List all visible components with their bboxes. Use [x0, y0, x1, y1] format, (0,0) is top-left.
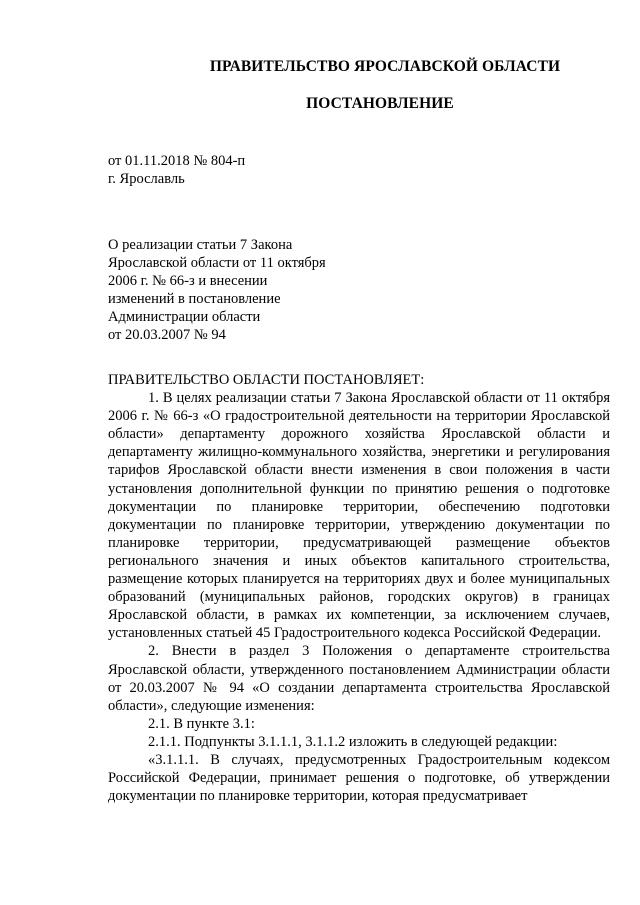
subject-line: О реализации статьи 7 Закона	[108, 237, 293, 253]
subject-line: от 20.03.2007 № 94	[108, 327, 226, 343]
city: г. Ярославль	[108, 171, 185, 187]
paragraph-2: 2. Внести в раздел 3 Положения о департаменте строительства Ярославской области, утвержденного постановлением Администрации области от 20.03.2007 № 94 «О создании департамента строительства Ярославской области», следующие изменения:	[108, 643, 610, 714]
subject-line: изменений в постановление	[108, 291, 281, 307]
paragraph-2-1-1: 2.1.1. Подпункты 3.1.1.1, 3.1.1.2 изложить в следующей редакции:	[148, 733, 558, 750]
subject-line: Администрации области	[108, 309, 261, 325]
paragraph-2-1: 2.1. В пункте 3.1:	[148, 715, 255, 732]
subject-line: Ярославской области от 11 октября	[108, 255, 326, 271]
decree-title: ПОСТАНОВЛЕНИЕ	[306, 95, 454, 112]
paragraph-quote: «3.1.1.1. В случаях, предусмотренных Градостроительным кодексом Российской Федерации, принимает решения о подготовке, об утверждении документации по планировке территории, которая предусматривает	[108, 751, 610, 805]
decree-body	[108, 371, 610, 805]
subject-line: 2006 г. № 66-з и внесении	[108, 273, 268, 289]
preamble: ПРАВИТЕЛЬСТВО ОБЛАСТИ ПОСТАНОВЛЯЕТ:	[108, 372, 425, 388]
date-number: от 01.11.2018 № 804-п	[108, 153, 246, 169]
government-title: ПРАВИТЕЛЬСТВО ЯРОСЛАВСКОЙ ОБЛАСТИ	[209, 58, 561, 75]
paragraph-1: 1. В целях реализации статьи 7 Закона Ярославской области от 11 октября 2006 г. № 66-з «О градостроительной деятельности на территории Ярославской области» департаменту дорожного хозяйства Ярославской области и департаменту жилищно-коммунального хозяйства, энергетики и регулирования тарифов Ярославской области внести изменения в свои положения в части установления дополнительной функции по принятию решения о подготовке документации по планировке территории, обеспечению подготовки документации по планировке территории, утверждению документации по планировке территории, предусматривающей размещение объектов регионального значения и иных объектов капитального строительства, размещение которых планируется на территориях двух и более муниципальных образований (муниципальных районов, городских округов) в границах Ярославской области, в рамках их компетенции, за исключением случаев, установленных статьей 45 Градостроительного кодекса Российской Федерации.	[108, 390, 610, 642]
